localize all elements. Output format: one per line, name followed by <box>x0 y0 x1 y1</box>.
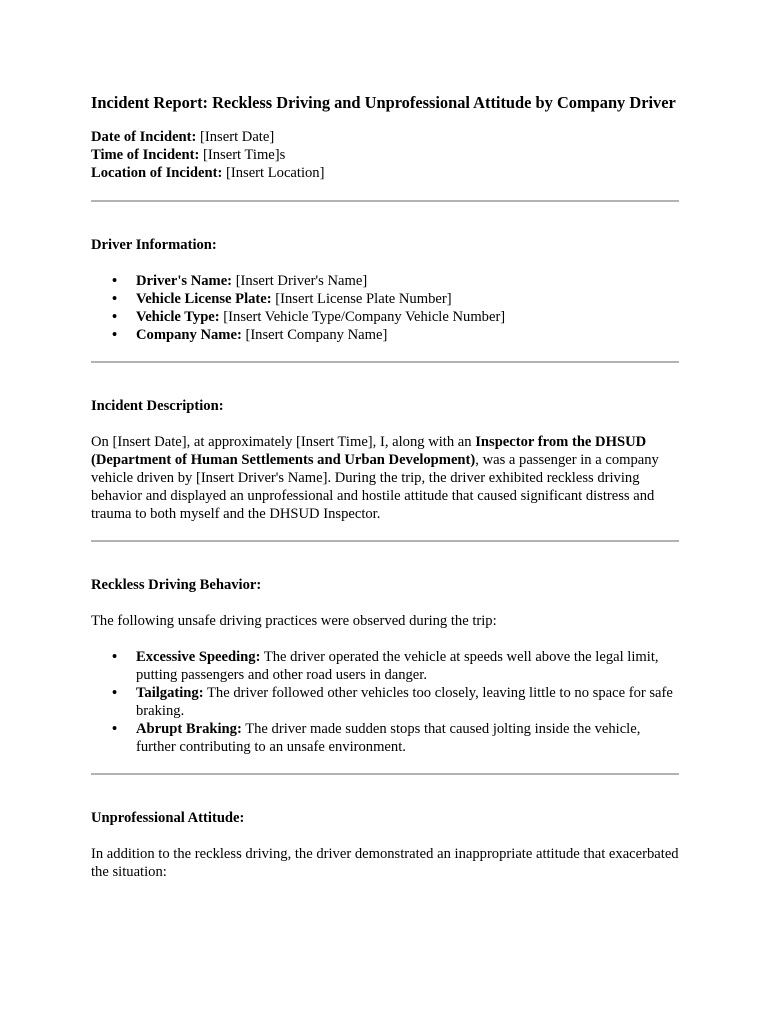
incident-description-paragraph <box>91 433 679 523</box>
meta-label: Location of Incident: <box>91 165 223 181</box>
meta-location <box>91 164 679 182</box>
section-heading-incident-description: Incident Description: <box>91 398 224 414</box>
item-value: The driver made sudden stops that caused jolting inside the vehicle, further contributing to an unsafe environment. <box>136 721 641 755</box>
meta-value: [Insert Time]s <box>199 147 286 163</box>
list-item <box>91 272 679 290</box>
item-value: The driver operated the vehicle at speeds well above the legal limit, putting passengers and other road users in danger. <box>136 649 659 683</box>
item-label: Vehicle Type: <box>136 309 220 325</box>
item-value: The driver followed other vehicles too closely, leaving little to no space for safe braking. <box>136 685 673 719</box>
list-item <box>91 684 679 720</box>
reckless-driving-list <box>91 648 679 756</box>
item-value: [Insert Vehicle Type/Company Vehicle Number] <box>219 309 506 325</box>
item-label: Vehicle License Plate: <box>136 291 272 307</box>
section-heading-reckless-driving: Reckless Driving Behavior: <box>91 577 262 593</box>
list-item <box>91 720 679 756</box>
meta-label: Date of Incident: <box>91 129 197 145</box>
list-item <box>91 326 679 344</box>
unprofessional-attitude-intro: In addition to the reckless driving, the driver demonstrated an inappropriate attitude that exacerbated the situation: <box>91 846 679 880</box>
description-text: On [Insert Date], at approximately [Insert Time], I, along with an <box>91 434 476 450</box>
incident-meta <box>91 128 679 182</box>
list-item <box>91 308 679 326</box>
item-value: [Insert License Plate Number] <box>271 291 452 307</box>
list-item <box>91 290 679 308</box>
list-item <box>91 648 679 684</box>
description-text: , was a passenger in a company vehicle driven by [Insert Driver's Name]. During the trip, the driver exhibited reckless driving behavior and displayed an unprofessional and hostile attitude that caused significant distress and trauma to both myself and the DHSUD Inspector. <box>91 452 659 522</box>
meta-time <box>91 146 679 164</box>
section-divider <box>91 773 679 775</box>
reckless-driving-intro: The following unsafe driving practices were observed during the trip: <box>91 613 497 629</box>
item-label: Excessive Speeding: <box>136 649 261 665</box>
meta-date <box>91 128 679 146</box>
item-label: Company Name: <box>136 327 242 343</box>
item-value: [Insert Driver's Name] <box>232 273 368 289</box>
meta-value: [Insert Location] <box>222 165 325 181</box>
item-label: Abrupt Braking: <box>136 721 242 737</box>
section-heading-unprofessional-attitude: Unprofessional Attitude: <box>91 810 245 826</box>
item-value: [Insert Company Name] <box>241 327 388 343</box>
driver-info-list <box>91 272 679 344</box>
document-title: Incident Report: Reckless Driving and Unprofessional Attitude by Company Driver <box>91 93 676 112</box>
meta-label: Time of Incident: <box>91 147 200 163</box>
section-divider <box>91 540 679 542</box>
meta-value: [Insert Date] <box>196 129 275 145</box>
description-emphasis: Inspector from the DHSUD (Department of Human Settlements and Urban Development) <box>91 434 647 468</box>
section-divider <box>91 361 679 363</box>
item-label: Driver's Name: <box>136 273 233 289</box>
section-divider <box>91 200 679 202</box>
document-page <box>91 92 679 881</box>
section-heading-driver-information: Driver Information: <box>91 237 217 253</box>
item-label: Tailgating: <box>136 685 204 701</box>
